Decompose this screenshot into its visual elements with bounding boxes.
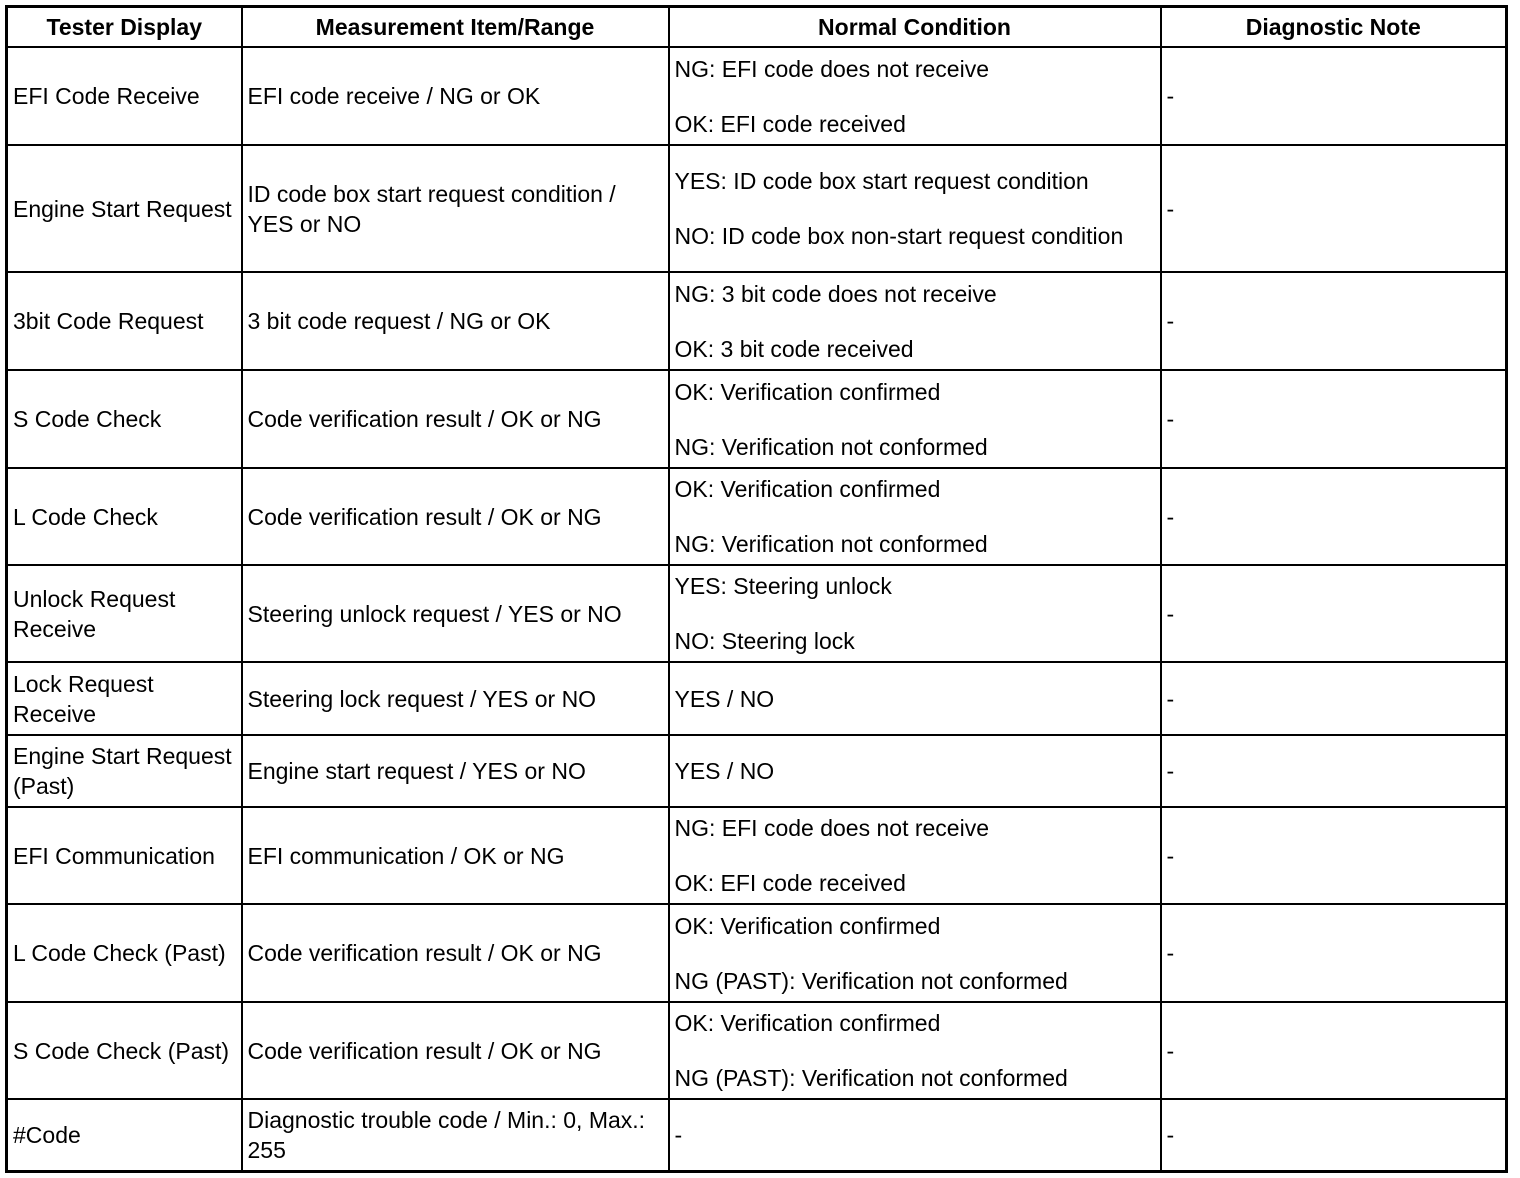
tester-display-cell: Lock Request Receive — [7, 662, 242, 735]
measurement-cell: Steering lock request / YES or NO — [242, 662, 669, 735]
diagnostic-note-cell: - — [1161, 807, 1507, 904]
condition-line: NG (PAST): Verification not conformed — [674, 967, 1068, 994]
normal-condition-cell — [669, 904, 1161, 1002]
condition-line: YES / NO — [674, 685, 775, 712]
table-row — [7, 272, 1507, 370]
table-row — [7, 904, 1507, 1002]
measurement-cell: Engine start request / YES or NO — [242, 735, 669, 807]
measurement-cell: Code verification result / OK or NG — [242, 904, 669, 1002]
tester-display-cell: EFI Communication — [7, 807, 242, 904]
measurement-cell: Code verification result / OK or NG — [242, 370, 669, 468]
table-row — [7, 565, 1507, 662]
tester-display-cell: Engine Start Request — [7, 145, 242, 272]
condition-line: OK: EFI code received — [674, 110, 906, 137]
normal-condition-cell — [669, 662, 1161, 735]
condition-line: NG: Verification not conformed — [674, 433, 988, 460]
diagnostic-note-cell: - — [1161, 47, 1507, 145]
measurement-cell: ID code box start request condition / YES or NO — [242, 145, 669, 272]
diagnostic-note-cell: - — [1161, 662, 1507, 735]
normal-condition-cell — [669, 370, 1161, 468]
header-diagnostic-note: Diagnostic Note — [1161, 7, 1507, 48]
table-row — [7, 807, 1507, 904]
condition-line: OK: Verification confirmed — [674, 476, 941, 502]
table-row — [7, 735, 1507, 807]
header-measurement-item-range: Measurement Item/Range — [242, 7, 669, 48]
condition-line: NG: Verification not conformed — [674, 531, 988, 557]
table-row — [7, 47, 1507, 145]
condition-line: OK: EFI code received — [674, 870, 906, 896]
condition-line: NO: ID code box non-start request condition — [674, 223, 1124, 249]
tester-display-cell: L Code Check — [7, 468, 242, 565]
diagnostic-note-cell: - — [1161, 735, 1507, 807]
table-row — [7, 1002, 1507, 1099]
table-row — [7, 468, 1507, 565]
table-row — [7, 1099, 1507, 1171]
measurement-cell: Steering unlock request / YES or NO — [242, 565, 669, 662]
header-row — [7, 7, 1507, 48]
normal-condition-cell — [669, 272, 1161, 370]
condition-line: - — [674, 1121, 683, 1148]
condition-line: YES: ID code box start request condition — [674, 168, 1089, 194]
condition-line: NG: EFI code does not receive — [674, 815, 989, 841]
condition-line: OK: 3 bit code received — [674, 335, 914, 362]
tester-display-cell: 3bit Code Request — [7, 272, 242, 370]
condition-line: OK: Verification confirmed — [674, 1010, 941, 1036]
diagnostic-note-cell: - — [1161, 468, 1507, 565]
normal-condition-cell — [669, 145, 1161, 272]
tester-display-cell: #Code — [7, 1099, 242, 1171]
tester-display-cell: Engine Start Request (Past) — [7, 735, 242, 807]
tester-display-cell: L Code Check (Past) — [7, 904, 242, 1002]
diagnostic-note-cell: - — [1161, 370, 1507, 468]
condition-line: NG: 3 bit code does not receive — [674, 280, 997, 307]
tester-display-cell: S Code Check (Past) — [7, 1002, 242, 1099]
normal-condition-cell — [669, 47, 1161, 145]
normal-condition-cell — [669, 565, 1161, 662]
normal-condition-cell — [669, 1099, 1161, 1171]
normal-condition-cell — [669, 735, 1161, 807]
normal-condition-cell — [669, 468, 1161, 565]
tester-display-cell: Unlock Request Receive — [7, 565, 242, 662]
table-row — [7, 145, 1507, 272]
measurement-cell: 3 bit code request / NG or OK — [242, 272, 669, 370]
tester-display-cell: S Code Check — [7, 370, 242, 468]
diagnostic-note-cell: - — [1161, 565, 1507, 662]
tester-display-cell: EFI Code Receive — [7, 47, 242, 145]
condition-line: OK: Verification confirmed — [674, 912, 941, 939]
condition-line: NO: Steering lock — [674, 628, 855, 654]
measurement-cell: Diagnostic trouble code / Min.: 0, Max.: 255 — [242, 1099, 669, 1171]
diagnostic-note-cell: - — [1161, 272, 1507, 370]
measurement-cell: Code verification result / OK or NG — [242, 1002, 669, 1099]
diagnostic-data-table — [5, 5, 1508, 1173]
header-tester-display: Tester Display — [7, 7, 242, 48]
normal-condition-cell — [669, 1002, 1161, 1099]
measurement-cell: Code verification result / OK or NG — [242, 468, 669, 565]
table-row — [7, 370, 1507, 468]
condition-line: OK: Verification confirmed — [674, 378, 941, 405]
diagnostic-note-cell: - — [1161, 1099, 1507, 1171]
diagnostic-note-cell: - — [1161, 145, 1507, 272]
measurement-cell: EFI communication / OK or NG — [242, 807, 669, 904]
condition-line: YES: Steering unlock — [674, 573, 892, 599]
diagnostic-note-cell: - — [1161, 1002, 1507, 1099]
measurement-cell: EFI code receive / NG or OK — [242, 47, 669, 145]
condition-line: NG: EFI code does not receive — [674, 55, 989, 82]
normal-condition-cell — [669, 807, 1161, 904]
header-normal-condition: Normal Condition — [669, 7, 1161, 48]
condition-line: YES / NO — [674, 758, 775, 784]
condition-line: NG (PAST): Verification not conformed — [674, 1065, 1068, 1091]
diagnostic-note-cell: - — [1161, 904, 1507, 1002]
table-row — [7, 662, 1507, 735]
